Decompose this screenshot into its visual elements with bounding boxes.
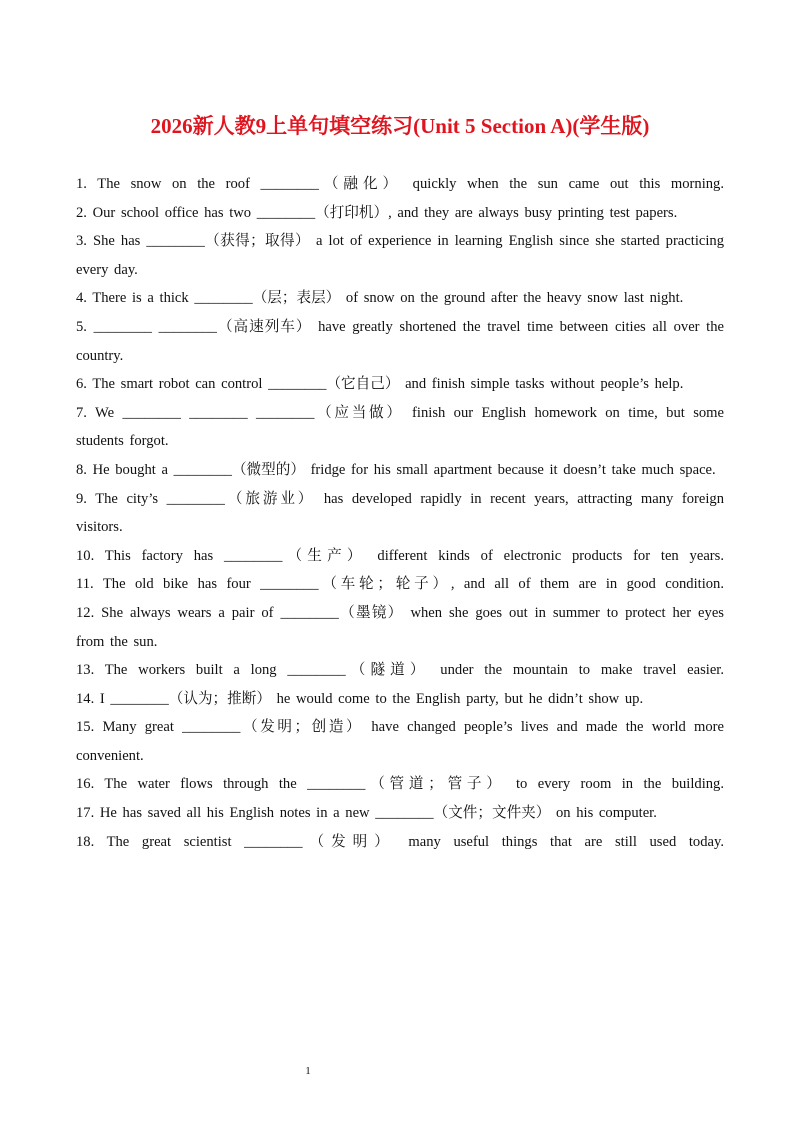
exercise-item-10 (76, 542, 724, 571)
exercise-text: 14. I ________（认为；推断） he would come to the English party, but he didn’t show up. (76, 690, 644, 707)
exercise-item-11 (76, 570, 724, 599)
exercise-item-8 (76, 456, 724, 485)
exercise-item-2 (76, 199, 724, 228)
exercise-item-1 (76, 170, 724, 199)
exercise-item-9 (76, 485, 724, 542)
exercise-text: 10. This factory has ________（生产） different kinds of electronic products for ten years. (76, 547, 724, 564)
exercise-item-14 (76, 685, 724, 714)
exercise-text: 7. We ________ ________ ________（应当做） finish our English homework on time, but some students forgot. (76, 404, 724, 450)
exercise-item-17 (76, 799, 724, 828)
exercise-text: 16. The water flows through the ________（管道；管子） to every room in the building. (76, 776, 724, 793)
exercise-item-6 (76, 370, 724, 399)
exercise-text: 1. The snow on the roof ________（融化） quickly when the sun came out this morning. (76, 176, 724, 192)
exercise-text: 4. There is a thick ________（层；表层） of snow on the ground after the heavy snow last night. (76, 290, 684, 307)
exercise-text: 11. The old bike has four ________（车轮；轮子）, and all of them are in good condition. (76, 576, 724, 593)
exercise-item-7 (76, 399, 724, 456)
exercise-item-4 (76, 284, 724, 313)
exercise-text: 13. The workers built a long ________（隧道） under the mountain to make travel easier. (76, 662, 724, 679)
exercise-text: 2. Our school office has two ________（打印机）, and they are always busy printing test papers. (76, 204, 678, 221)
exercise-text: 18. The great scientist ________（发明） many useful things that are still used today. (76, 833, 724, 850)
exercise-item-5 (76, 313, 724, 370)
exercise-item-13 (76, 656, 724, 685)
exercise-text: 12. She always wears a pair of ________（墨镜） when she goes out in summer to protect her eyes from the sun. (76, 604, 724, 650)
exercise-text: 5. ________ ________（高速列车） have greatly shortened the travel time between cities all over the country. (76, 318, 724, 364)
exercise-item-15 (76, 713, 724, 770)
exercise-list (76, 170, 724, 856)
exercise-item-16 (76, 770, 724, 799)
exercise-item-18 (76, 828, 724, 857)
page-title: 2026新人教9上单句填空练习(Unit 5 Section A)(学生版) (150, 114, 650, 138)
page-number: 1 (305, 1065, 311, 1077)
exercise-item-12 (76, 599, 724, 656)
exercise-text: 17. He has saved all his English notes in a new ________（文件；文件夹） on his computer. (76, 805, 657, 822)
exercise-text: 9. The city’s ________（旅游业） has developed rapidly in recent years, attracting many foreign visitors. (76, 490, 724, 536)
exercise-text: 3. She has ________（获得；取得） a lot of experience in learning English since she started practicing every day. (76, 233, 724, 278)
exercise-text: 8. He bought a ________（微型的） fridge for his small apartment because it doesn’t take much space. (76, 461, 716, 478)
exercise-text: 6. The smart robot can control ________（它自己） and finish simple tasks without people’s help. (76, 376, 684, 393)
exercise-item-3 (76, 227, 724, 284)
exercise-text: 15. Many great ________（发明；创造） have changed people’s lives and made the world more convenient. (76, 719, 724, 764)
